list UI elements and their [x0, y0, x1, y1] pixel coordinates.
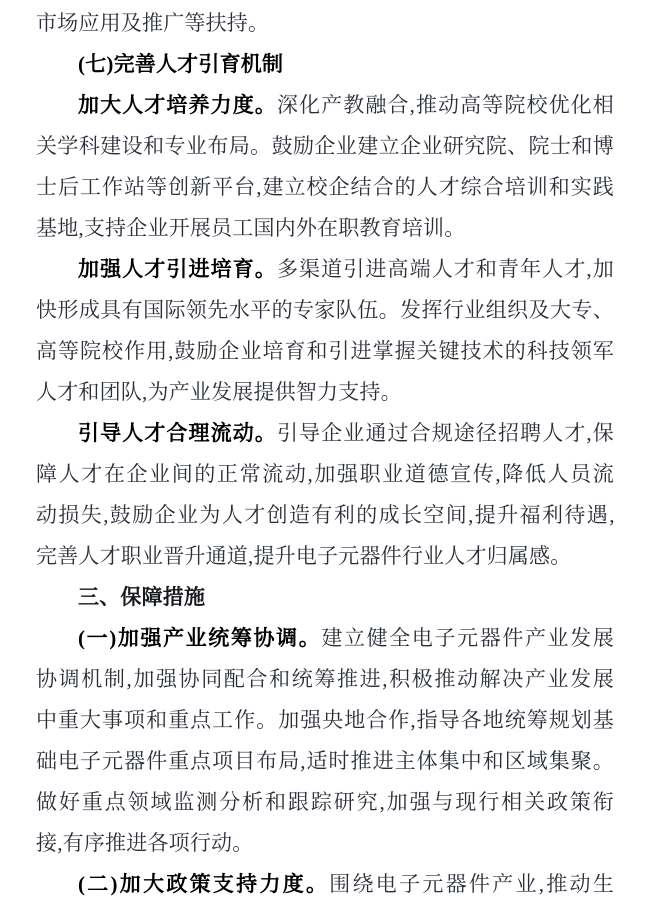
text-run: 三、保障措施: [78, 586, 206, 609]
chapter-heading-3: [36, 577, 614, 618]
paragraph-line: [36, 864, 614, 901]
text-run-bold: (七)完善人才引育机制: [78, 52, 284, 76]
text-run-bold: (二)加大政策支持力度。: [78, 872, 330, 896]
text-run: 协调机制,加强协同配合和统筹推进,积极推动解决产业发展: [36, 667, 614, 691]
text-run: 士后工作站等创新平台,建立校企结合的人才综合培训和实践: [36, 175, 614, 199]
paragraph-line: [36, 331, 614, 372]
text-run: 人才和团队,为产业发展提供智力支持。: [36, 380, 402, 404]
text-run: 快形成具有国际领先水平的专家队伍。发挥行业组织及大专、: [36, 298, 614, 322]
text-run: 建立健全电子元器件产业发展: [321, 626, 614, 650]
paragraph-line: [36, 167, 614, 208]
paragraph-line: [36, 741, 614, 782]
text-run: 接,有序推进各项行动。: [36, 831, 254, 855]
paragraph-continuation-line: [36, 3, 614, 44]
paragraph-line: [36, 659, 614, 700]
text-run: 市场应用及推广等扶持。: [36, 11, 270, 35]
document-body: [36, 3, 614, 901]
text-run-bold: 引导人才合理流动。: [78, 421, 277, 445]
text-run: 动损失,鼓励企业为人才创造有利的成长空间,提升福利待遇,: [36, 503, 614, 527]
text-run: 做好重点领域监测分析和跟踪研究,加强与现行相关政策衔: [36, 790, 614, 814]
text-run-bold: 加强人才引进培育。: [78, 257, 277, 281]
text-run: 中重大事项和重点工作。加强央地合作,指导各地统筹规划基: [36, 708, 614, 732]
text-run: 引导企业通过合规途径招聘人才,保: [276, 421, 614, 445]
paragraph-line: [36, 372, 614, 413]
paragraph-line: [36, 536, 614, 577]
paragraph-line: [36, 413, 614, 454]
text-run: 围绕电子元器件产业,推动生: [329, 872, 614, 896]
text-run: 关学科建设和专业布局。鼓励企业建立企业研究院、院士和博: [36, 134, 614, 158]
section-heading-7: [36, 44, 614, 85]
text-run-bold: 加大人才培养力度。: [78, 93, 277, 117]
text-run-bold: (一)加强产业统筹协调。: [78, 626, 322, 650]
paragraph-line: [36, 126, 614, 167]
text-run: 多渠道引进高端人才和青年人才,加: [276, 257, 614, 281]
paragraph-line: [36, 249, 614, 290]
text-run: 础电子元器件重点项目布局,适时推进主体集中和区域集聚。: [36, 749, 614, 773]
paragraph-line: [36, 823, 614, 864]
paragraph-line: [36, 208, 614, 249]
text-run: 高等院校作用,鼓励企业培育和引进掌握关键技术的科技领军: [36, 339, 614, 363]
text-run: 基地,支持企业开展员工国内外在职教育培训。: [36, 216, 466, 240]
text-run: 深化产教融合,推动高等院校优化相: [276, 93, 614, 117]
paragraph-line: [36, 700, 614, 741]
text-run: 完善人才职业晋升通道,提升电子元器件行业人才归属感。: [36, 544, 572, 568]
text-run: 障人才在企业间的正常流动,加强职业道德宣传,降低人员流: [36, 462, 614, 486]
paragraph-line: [36, 85, 614, 126]
paragraph-line: [36, 782, 614, 823]
paragraph-line: [36, 454, 614, 495]
paragraph-line: [36, 618, 614, 659]
paragraph-line: [36, 495, 614, 536]
paragraph-line: [36, 290, 614, 331]
